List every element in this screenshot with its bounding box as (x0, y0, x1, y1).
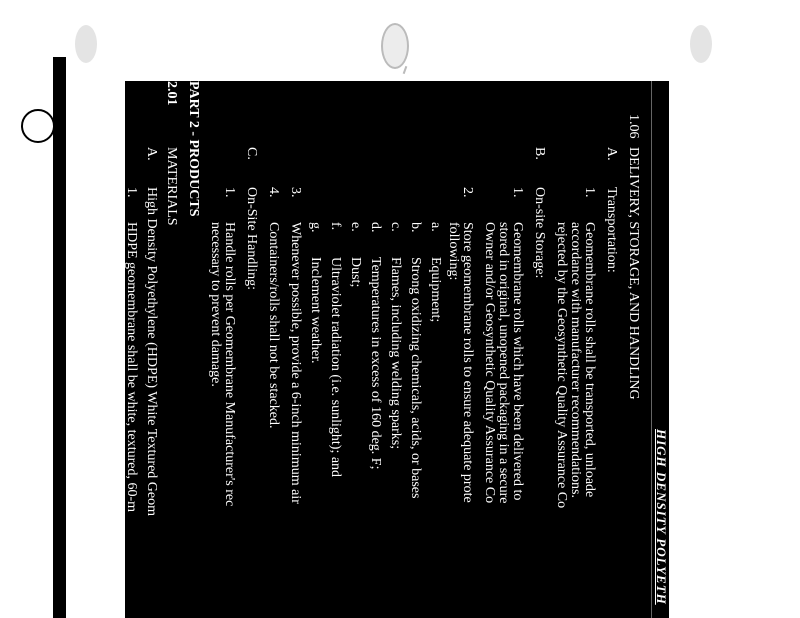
part-title: PART 2 - PRODUCTS (186, 81, 201, 217)
item-number: 4. (266, 187, 281, 198)
item-text: Geomembrane rolls which have been delivered to (510, 222, 525, 501)
item-number: 1. (124, 187, 139, 198)
sub-letter: b. (408, 222, 423, 233)
item-title: On-site Storage: (532, 187, 547, 279)
item-text: Engineer and/or Geosynthetic Quality Assurance C (110, 222, 125, 509)
sub-item: Inclement weather. (308, 257, 323, 364)
item-title: On-Site Handling: (244, 187, 259, 291)
section-title: MATERIALS (164, 147, 179, 226)
section-number: 2.01 (164, 81, 179, 106)
item-text: HDPE geomembrane shall be white, textured, 60-m (124, 222, 139, 513)
item-text: stored in original, unopened packaging in a secure (496, 222, 511, 504)
section-title: DELIVERY, STORAGE, AND HANDLING (626, 147, 641, 400)
sub-letter: f. (328, 222, 343, 231)
binding-edge (53, 57, 66, 618)
item-text: Handle rolls per Geomembrane Manufacturer's rec (222, 222, 237, 507)
item-text: Store geomembrane rolls to ensure adequate prote (460, 222, 475, 503)
page-header: HIGH DENSITY POLYETH (654, 429, 669, 605)
punch-hole-center (381, 23, 409, 69)
item-text: Geomembrane rolls shall be transported, unloade (582, 222, 597, 498)
punch-hole-left (75, 25, 97, 63)
item-title: Transportation: (604, 187, 619, 273)
sub-item: Ultraviolet radiation (i.e. sunlight); and (328, 257, 343, 478)
document-page (110, 81, 669, 618)
scan-mark (403, 66, 408, 74)
item-letter: A. (604, 147, 619, 161)
item-text: rejected by the Geosynthetic Quality Assurance Co (554, 222, 569, 509)
item-text: necessary to prevent damage. (208, 222, 223, 387)
sub-item: Strong oxidizing chemicals, acids, or bases (408, 257, 423, 499)
sub-item: Temperatures in excess of 160 deg. F; (368, 257, 383, 470)
item-number: 1. (510, 187, 525, 198)
sub-letter: a. (428, 222, 443, 232)
item-text: Whenever possible, provide a 6-inch minimum air (288, 222, 303, 504)
item-number: 3. (288, 187, 303, 198)
item-text: accordance with manufacturer recommendations. (568, 222, 583, 498)
item-text: following: (446, 222, 461, 281)
item-text: Containers/rolls shall not be stacked. (266, 222, 281, 429)
item-text: Owner and/or Geosynthetic Quality Assurance Co (482, 222, 497, 504)
circle-mark (21, 109, 55, 143)
item-number: 1. (582, 187, 597, 198)
sub-letter: c. (388, 222, 403, 232)
sub-letter: d. (368, 222, 383, 233)
punch-hole-right (690, 25, 712, 63)
item-letter: A. (144, 147, 159, 161)
header-rule (651, 81, 652, 618)
sub-letter: g. (308, 222, 323, 233)
item-letter: C. (244, 147, 259, 160)
document-content (110, 81, 669, 618)
item-title: High Density Polyethylene (HDPE) White Textured Geom (144, 187, 159, 516)
sub-item: Dust; (348, 257, 363, 288)
sub-letter: e. (348, 222, 363, 232)
section-number: 1.06 (626, 114, 641, 139)
item-number: 2. (460, 187, 475, 198)
item-number: 1. (222, 187, 237, 198)
item-letter: B. (532, 147, 547, 160)
sub-item: Equipment; (428, 257, 443, 323)
sub-item: Flames, including welding sparks; (388, 257, 403, 450)
